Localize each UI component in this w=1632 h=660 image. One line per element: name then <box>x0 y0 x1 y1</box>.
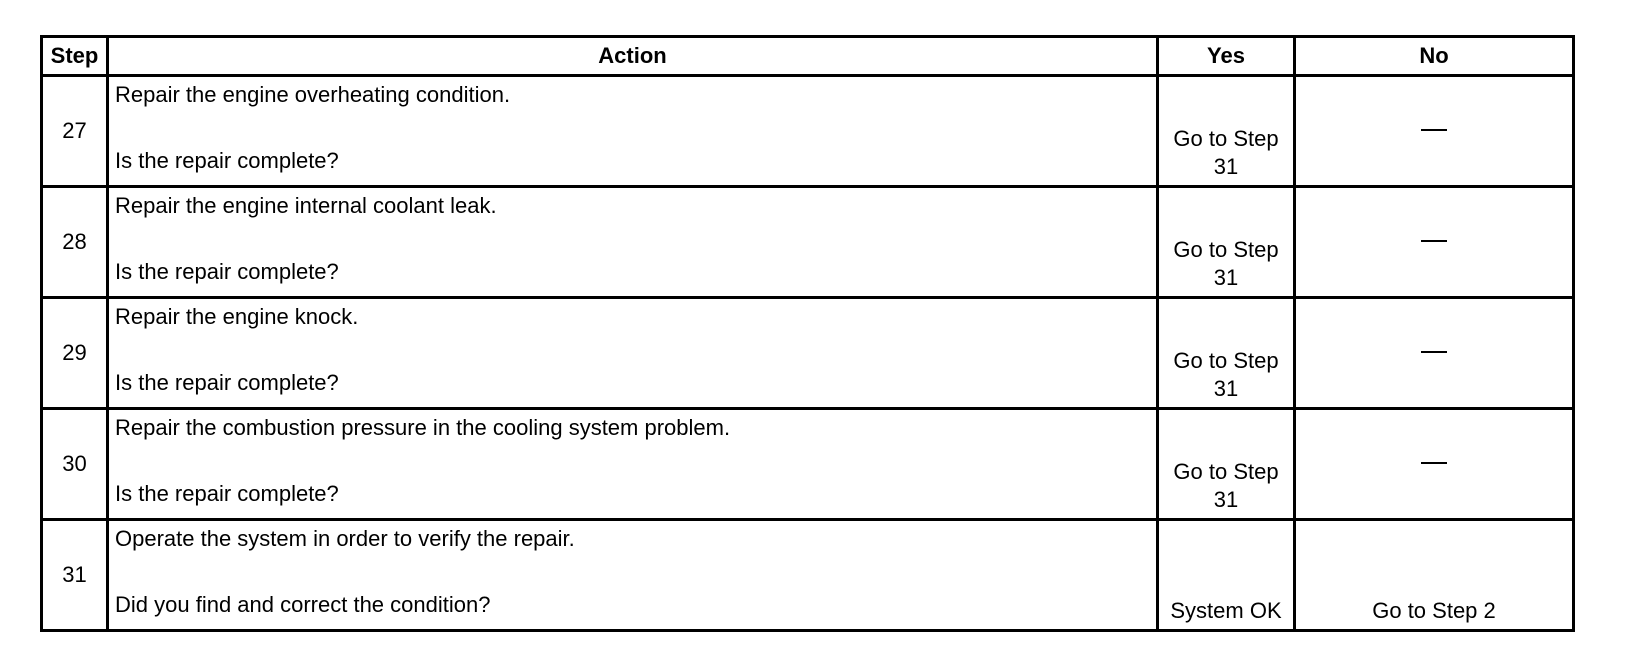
step-number: 28 <box>42 187 108 298</box>
action-instruction: Repair the combustion pressure in the cooling system problem. <box>115 415 731 440</box>
yes-result: Go to Step 31 <box>1173 237 1279 290</box>
action-cell <box>108 76 1158 187</box>
yes-cell <box>1158 298 1295 409</box>
action-cell <box>108 520 1158 631</box>
action-question: Is the repair complete? <box>115 370 339 395</box>
table-row <box>42 298 1574 409</box>
no-cell <box>1295 76 1574 187</box>
no-result: Go to Step 2 <box>1372 598 1496 623</box>
header-row <box>42 37 1574 76</box>
no-result-dash <box>1421 462 1447 464</box>
no-cell <box>1295 187 1574 298</box>
action-cell <box>108 409 1158 520</box>
table-row <box>42 409 1574 520</box>
yes-result: Go to Step 31 <box>1173 348 1279 401</box>
step-number: 31 <box>42 520 108 631</box>
yes-cell <box>1158 520 1295 631</box>
header-no: No <box>1295 37 1574 76</box>
no-result-dash <box>1421 240 1447 242</box>
table-row <box>42 76 1574 187</box>
action-instruction: Repair the engine internal coolant leak. <box>115 193 497 218</box>
step-number: 27 <box>42 76 108 187</box>
action-question: Is the repair complete? <box>115 481 339 506</box>
action-cell <box>108 187 1158 298</box>
yes-result: Go to Step 31 <box>1173 459 1279 512</box>
header-action: Action <box>108 37 1158 76</box>
no-cell <box>1295 520 1574 631</box>
action-question: Did you find and correct the condition? <box>115 592 491 617</box>
action-instruction: Repair the engine knock. <box>115 304 359 329</box>
diagnostic-table <box>40 35 1575 632</box>
header-step: Step <box>42 37 108 76</box>
action-cell <box>108 298 1158 409</box>
yes-cell <box>1158 187 1295 298</box>
no-cell <box>1295 409 1574 520</box>
table-row <box>42 187 1574 298</box>
header-yes: Yes <box>1158 37 1295 76</box>
action-instruction: Operate the system in order to verify the repair. <box>115 526 575 551</box>
action-question: Is the repair complete? <box>115 148 339 173</box>
action-instruction: Repair the engine overheating condition. <box>115 82 511 107</box>
no-cell <box>1295 298 1574 409</box>
yes-cell <box>1158 76 1295 187</box>
step-number: 29 <box>42 298 108 409</box>
table-row <box>42 520 1574 631</box>
no-result-dash <box>1421 351 1447 353</box>
action-question: Is the repair complete? <box>115 259 339 284</box>
no-result-dash <box>1421 129 1447 131</box>
yes-cell <box>1158 409 1295 520</box>
step-number: 30 <box>42 409 108 520</box>
yes-result: System OK <box>1170 598 1282 623</box>
yes-result: Go to Step 31 <box>1173 126 1279 179</box>
